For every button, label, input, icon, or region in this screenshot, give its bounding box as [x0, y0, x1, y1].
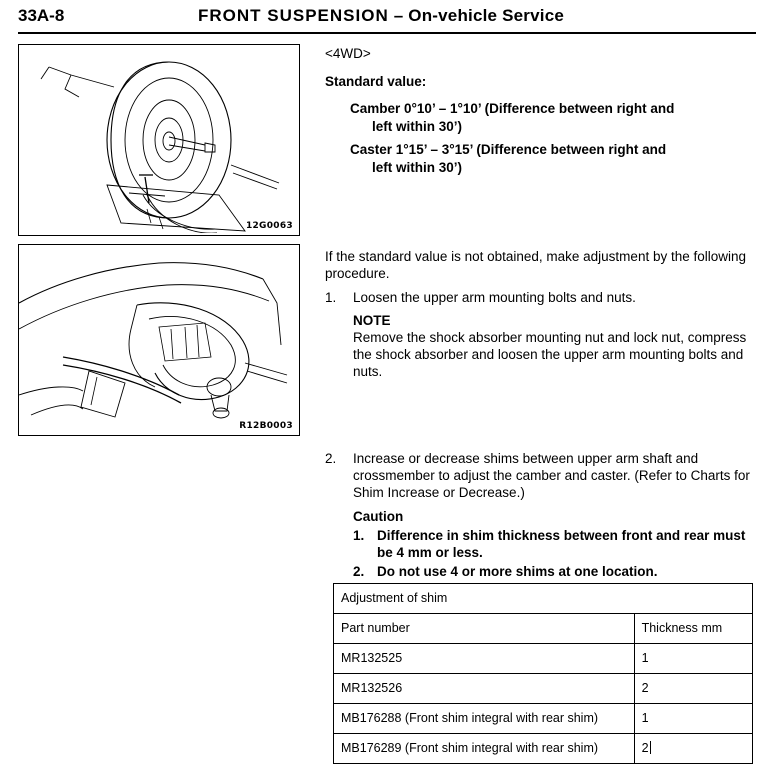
- caution-item: [353, 563, 758, 581]
- note-block: [353, 312, 753, 380]
- figure-wheel-alignment: [18, 44, 300, 236]
- cell-part-number: MB176289 (Front shim integral with rear shim): [334, 734, 635, 764]
- shim-adjustment-table: [333, 583, 753, 764]
- caution-title: Caution: [353, 509, 404, 524]
- caster-line-2: left within 30’): [372, 160, 463, 175]
- page-title-main: FRONT SUSPENSION: [198, 6, 389, 25]
- cell-thickness: 1: [634, 644, 752, 674]
- cell-thickness: 2: [634, 674, 752, 704]
- caution-item-text: Difference in shim thickness between front and rear must be 4 mm or less.: [377, 527, 746, 560]
- table-caption-row: [334, 584, 753, 614]
- wheel-alignment-drawing: [19, 45, 297, 233]
- camber-spec: [350, 100, 755, 136]
- cell-thickness-value: 2: [641, 741, 649, 755]
- header-part-number: Part number: [334, 614, 635, 644]
- page-title: [198, 6, 564, 26]
- cell-part-number: MR132525: [334, 644, 635, 674]
- step-2-number: 2.: [325, 451, 337, 466]
- standard-value-label: Standard value:: [325, 74, 427, 89]
- step-2-text: Increase or decrease shims between upper arm shaft and crossmember to adjust the camber and caster. (Refer to Charts for Shim Increase or Decrease.): [353, 451, 750, 500]
- step-1-text: Loosen the upper arm mounting bolts and nuts.: [353, 290, 636, 305]
- page-header: [18, 4, 756, 32]
- text-cursor: [650, 741, 651, 754]
- table-row: [334, 704, 753, 734]
- intro-paragraph: If the standard value is not obtained, make adjustment by the following procedure.: [325, 249, 747, 281]
- note-title: NOTE: [353, 313, 391, 328]
- table-row: [334, 734, 753, 764]
- table-header-row: [334, 614, 753, 644]
- caution-item: [353, 527, 758, 562]
- caution-item-number: 1.: [353, 527, 365, 543]
- caution-block: [353, 508, 758, 580]
- camber-line-1: Camber 0°10’ – 1°10’ (Difference between right and: [350, 101, 675, 116]
- caster-line-1: Caster 1°15’ – 3°15’ (Difference between right and: [350, 142, 667, 157]
- step-1-number: 1.: [325, 290, 337, 305]
- cell-thickness-last: [634, 734, 752, 764]
- table-caption-cell: Adjustment of shim: [334, 584, 753, 614]
- upper-arm-drawing: [19, 245, 297, 433]
- cell-thickness: 1: [634, 704, 752, 734]
- caution-item-text: Do not use 4 or more shims at one location.: [377, 563, 658, 579]
- spec-heading: <4WD>: [325, 46, 371, 61]
- procedure-step-2: [325, 450, 757, 501]
- page-title-sub: – On-vehicle Service: [393, 6, 565, 25]
- table-row: [334, 674, 753, 704]
- caution-item-number: 2.: [353, 563, 365, 579]
- figure-upper-arm: [18, 244, 300, 436]
- camber-line-2: left within 30’): [372, 119, 463, 134]
- table-row: [334, 644, 753, 674]
- header-divider: [18, 32, 756, 34]
- caster-spec: [350, 141, 755, 177]
- figure-code: 12G0063: [245, 221, 293, 231]
- figure-code: R12B0003: [239, 421, 293, 431]
- note-text: Remove the shock absorber mounting nut and lock nut, compress the shock absorber and loosen the upper arm mounting bolts and nuts.: [353, 330, 747, 379]
- cell-part-number: MR132526: [334, 674, 635, 704]
- procedure-step-1: [325, 289, 757, 306]
- cell-part-number: MB176288 (Front shim integral with rear shim): [334, 704, 635, 734]
- page-number: 33A-8: [18, 6, 65, 25]
- header-thickness: Thickness mm: [634, 614, 752, 644]
